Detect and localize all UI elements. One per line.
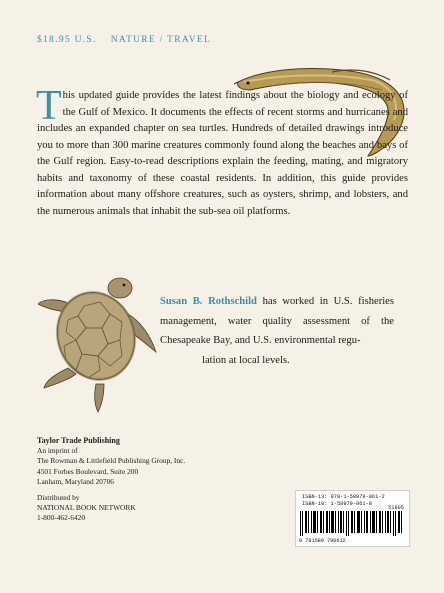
distribution-line-2: NATIONAL BOOK NETWORK (37, 503, 136, 513)
isbn-barcode (295, 490, 410, 547)
isbn10-label: ISBN-10: 1-58979-061-8 (302, 501, 372, 507)
distribution-phone: 1-800-462-6420 (37, 513, 86, 523)
author-bio (160, 292, 394, 370)
category-label: NATURE / TRAVEL (110, 35, 212, 45)
publisher-city-line: Lanham, Maryland 20706 (37, 476, 114, 486)
distribution-line-1: Distributed by (37, 493, 80, 502)
description-blurb (36, 83, 408, 220)
price-category-line (37, 35, 211, 45)
isbn13-label: ISBN-13: 978-1-58979-061-2 (302, 494, 385, 500)
sea-turtle-illustration (38, 272, 162, 416)
barcode-bars (300, 511, 404, 536)
publisher-name: Taylor Trade Publishing (37, 436, 120, 445)
publisher-block (37, 436, 185, 487)
author-name: Susan B. Rothschild (160, 296, 257, 307)
distribution-block (37, 493, 136, 524)
publisher-group-line: The Rowman & Littlefield Publishing Group, Inc. (37, 456, 186, 466)
publisher-address-line: 4501 Forbes Boulevard, Suite 200 (37, 466, 139, 476)
publisher-imprint-line: An imprint of (37, 446, 78, 456)
price-label: $18.95 U.S. (37, 35, 97, 45)
blurb-body: latest findings about the biology and ecology of the Gulf of Mexico. It documents the effects of recent storms and hurricanes and includes an expanded chapter on sea turtles. Hundreds of detailed drawings introduce you to more than 300 marine creatures commonly found along the beaches and bays of the Gulf region. Easy-to-read descriptions explain the feeding, mating, and migratory habits and taxonomy of these coastal residents. In addition, this guide provides information about many offshore creatures, such as oysters, shrimp, and lobsters, and the numerous animals that inhabit the sub-sea oil platforms. (37, 90, 408, 217)
price-code-label: 51895 (388, 505, 404, 511)
author-bio-text: has worked in U.S. fisheries management, water quality assessment of the Chesapeake Bay, and U.S. environmental regu- (160, 296, 394, 346)
author-bio-last-line: lation at local levels. (202, 354, 290, 366)
blurb-first-line: his updated guide provides the (62, 90, 196, 101)
drop-cap: T (36, 83, 62, 129)
barcode-digits: 9 781589 790612 (299, 538, 346, 544)
